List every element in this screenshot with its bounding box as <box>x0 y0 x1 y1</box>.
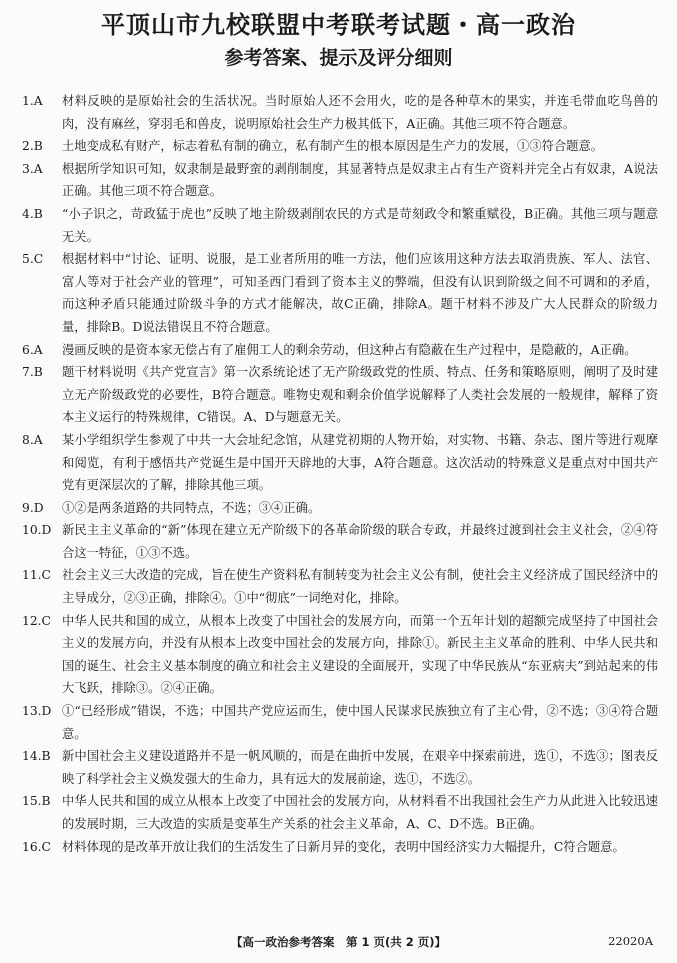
answer-item <box>22 700 658 745</box>
answer-item <box>22 497 658 520</box>
answer-item <box>22 158 658 203</box>
answer-text: 根据所学知识可知，奴隶制是最野蛮的剥削制度，其显著特点是奴隶主占有生产资料并完全占有奴隶，A说法正确。其他三项不符合题意。 <box>62 161 658 199</box>
page-subtitle: 参考答案、提示及评分细则 <box>224 47 453 69</box>
answer-text: 材料体现的是改革开放让我们的生活发生了日新月异的变化，表明中国经济实力大幅提升，C符合题意。 <box>62 839 625 854</box>
answer-item <box>22 361 658 429</box>
answer-text: 根据材料中“讨论、证明、说服，是工业者所用的唯一方法，他们应该用这种方法去取消贵族、军人、法官、富人等对于社会产业的管理”，可知圣西门看到了资本主义的弊端，但没有认识到阶级之间不可调和的矛盾，而这种矛盾只能通过阶级斗争的方式才能解决，故C正确，排除A。题干材料不涉及广大人民群众的阶级力量，排除B。D说法错误且不符合题意。 <box>62 252 658 334</box>
document-code: 22020A <box>608 934 653 948</box>
answer-number: 14.B <box>22 749 51 764</box>
answer-number: 11.C <box>22 568 51 583</box>
page-title: 平顶山市九校联盟中考联考试题・高一政治 <box>101 11 576 39</box>
page-footer: 【高一政治参考答案 第 1 页(共 2 页)】 <box>230 935 447 949</box>
answer-item <box>22 519 658 564</box>
answer-item <box>22 836 658 859</box>
answer-number: 8.A <box>22 432 43 447</box>
answer-text: 漫画反映的是资本家无偿占有了雇佣工人的剩余劳动，但这种占有隐蔽在生产过程中，是隐蔽的，A正确。 <box>62 342 637 357</box>
answer-list <box>22 90 658 858</box>
answer-item <box>22 610 658 700</box>
answer-number: 9.D <box>22 500 44 515</box>
answer-number: 1.A <box>22 94 43 108</box>
answer-number: 16.C <box>22 839 51 854</box>
answer-number: 15.B <box>22 794 51 809</box>
answer-text: 新民主主义革命的“新”体现在建立无产阶级下的各革命阶级的联合专政，并最终过渡到社会主义社会，②④符合这一特征，①③不选。 <box>62 523 658 560</box>
answer-item <box>22 790 658 835</box>
answer-item <box>22 429 658 497</box>
answer-text: 中华人民共和国的成立从根本上改变了中国社会的发展方向，从材料看不出我国社会生产力从此进入比较迅速的发展时期，三大改造的实质是变革生产关系的社会主义革命，A、C、D不选。B正确。 <box>62 794 658 831</box>
answer-item <box>22 203 658 248</box>
answer-number: 10.D <box>22 523 52 538</box>
answer-number: 3.A <box>22 161 43 176</box>
answer-text: 新中国社会主义建设道路并不是一帆风顺的，而是在曲折中发展，在艰辛中探索前进，选①，不选③；图表反映了科学社会主义焕发强大的生命力，具有远大的发展前途，选①，不选②。 <box>62 749 658 786</box>
answer-number: 4.B <box>22 206 43 221</box>
answer-text: ①“已经形成”错误，不选；中国共产党应运而生，使中国人民谋求民族独立有了主心骨，②不选；③④符合题意。 <box>62 704 658 741</box>
answer-number: 7.B <box>22 365 43 380</box>
answer-text: 题干材料说明《共产党宣言》第一次系统论述了无产阶级政党的性质、特点、任务和策略原则，阐明了及时建立无产阶级政党的必要性，B符合题意。唯物史观和剩余价值学说解释了人类社会发展的一般规律，解释了资本主义运行的特殊规律，C错误。A、D与题意无关。 <box>62 365 658 425</box>
answer-item <box>22 135 658 158</box>
answer-text: 社会主义三大改造的完成，旨在使生产资料私有制转变为社会主义公有制，使社会主义经济成了国民经济中的主导成分，②③正确，排除④。①中“彻底”一词绝对化，排除。 <box>62 568 658 606</box>
answer-item <box>22 745 658 790</box>
answer-item <box>22 339 658 362</box>
answer-text: 某小学组织学生参观了中共一大会址纪念馆，从建党初期的人物开始，对实物、书籍、杂志、图片等进行观摩和阅览，有利于感悟共产党诞生是中国开天辟地的大事，A符合题意。这次活动的特殊意义是重点对中国共产党有更深层次的了解，排除其他三项。 <box>62 432 658 493</box>
answer-number: 5.C <box>22 252 44 267</box>
answer-text: ①②是两条道路的共同特点，不选；③④正确。 <box>62 500 321 515</box>
answer-number: 12.C <box>22 613 51 628</box>
answer-number: 2.B <box>22 139 43 154</box>
answer-number: 13.D <box>22 704 52 719</box>
answer-item <box>22 90 658 135</box>
answer-number: 6.A <box>22 342 43 357</box>
answer-item <box>22 564 658 609</box>
answer-text: 材料反映的是原始社会的生活状况。当时原始人还不会用火，吃的是各种草木的果实，并连毛带血吃鸟兽的肉，没有麻丝，穿羽毛和兽皮，说明原始社会生产力极其低下，A正确。其他三项不符合题意。 <box>62 94 658 131</box>
answer-text: 中华人民共和国的成立，从根本上改变了中国社会的发展方向，而第一个五年计划的超额完成坚持了中国社会主义的发展方向，并没有从根本上改变中国社会的发展方向，排除①。新民主主义革命的胜利、中华人民共和国的诞生、社会主义基本制度的确立和社会主义建设的全面展开，实现了中华民族从“东亚病夫”到站起来的伟大飞跃，排除③。②④正确。 <box>62 613 658 696</box>
answer-text: 土地变成私有财产，标志着私有制的确立，私有制产生的根本原因是生产力的发展，①③符合题意。 <box>62 139 604 154</box>
answer-text: “小子识之，苛政猛于虎也”反映了地主阶级剥削农民的方式是苛刻政令和繁重赋役，B正确。其他三项与题意无关。 <box>62 206 658 244</box>
answer-item <box>22 248 658 338</box>
